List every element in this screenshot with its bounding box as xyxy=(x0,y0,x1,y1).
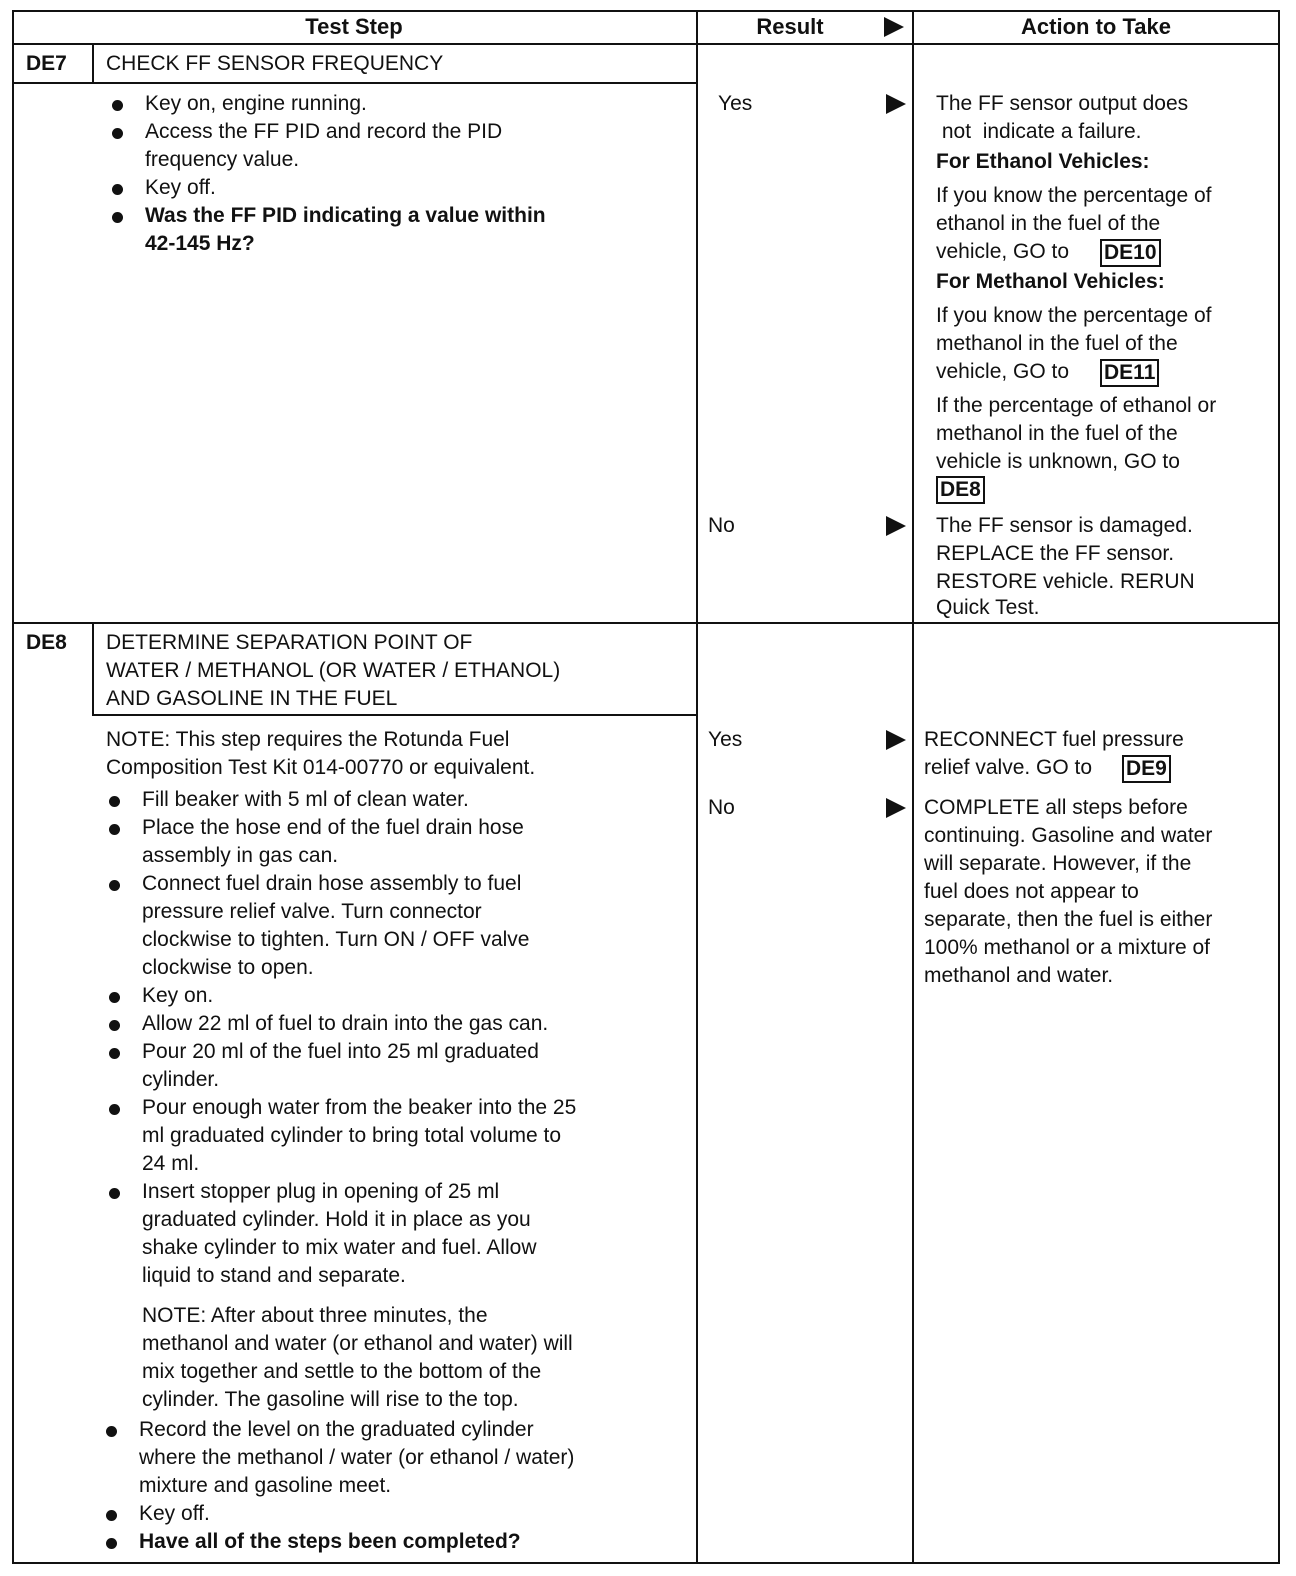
bullet-icon xyxy=(112,212,123,223)
de8-step-line: assembly in gas can. xyxy=(142,844,339,867)
de8-step-line: Allow 22 ml of fuel to drain into the gas can. xyxy=(142,1012,549,1035)
de8-no-line: 100% methanol or a mixture of xyxy=(924,936,1210,959)
diagnostic-table xyxy=(12,10,1280,1564)
de8-no-line: fuel does not appear to xyxy=(924,880,1139,903)
de7-ethanol-2: ethanol in the fuel of the xyxy=(936,212,1161,235)
header-divider xyxy=(12,43,1280,45)
de8-step-line: Insert stopper plug in opening of 25 ml xyxy=(142,1180,500,1203)
de8-step-line: graduated cylinder. Hold it in place as you xyxy=(142,1208,531,1231)
de8-no-line: methanol and water. xyxy=(924,964,1114,987)
de8-step-line: Key on. xyxy=(142,984,214,1007)
de9-reference-link[interactable]: DE9 xyxy=(1122,755,1171,783)
action-column-divider xyxy=(912,10,914,1564)
bullet-icon xyxy=(109,992,120,1003)
de8-yes-line1: RECONNECT fuel pressure xyxy=(924,728,1184,751)
de7-methanol-2: methanol in the fuel of the xyxy=(936,332,1178,355)
de8-steps-a xyxy=(142,786,576,1290)
bullet-icon xyxy=(109,1104,120,1115)
de8-title-divider xyxy=(92,714,698,716)
de7-ethanol-heading: For Ethanol Vehicles: xyxy=(936,150,1150,173)
de7-step-2-cont: frequency value. xyxy=(145,148,300,171)
de8-step-line: Pour enough water from the beaker into the 25 xyxy=(142,1096,577,1119)
de7-methanol-3: vehicle, GO to xyxy=(936,360,1070,383)
de8-no-line: continuing. Gasoline and water xyxy=(924,824,1213,847)
de8-step-line: shake cylinder to mix water and fuel. Allow xyxy=(142,1236,537,1259)
de7-methanol-1: If you know the percentage of xyxy=(936,304,1212,327)
de7-ethanol-1: If you know the percentage of xyxy=(936,184,1212,207)
de8-step-line: Pour 20 ml of the fuel into 25 ml graduated xyxy=(142,1040,539,1063)
de7-question: Was the FF PID indicating a value within xyxy=(145,204,546,227)
de8-step-line: Key off. xyxy=(139,1502,210,1525)
de7-ethanol-3: vehicle, GO to xyxy=(936,240,1070,263)
de8-step-line: cylinder. xyxy=(142,1068,220,1091)
de8-note2-line: methanol and water (or ethanol and water) will xyxy=(142,1332,573,1355)
header-result: Result xyxy=(756,14,824,39)
header-test-step: Test Step xyxy=(305,14,403,39)
de8-no-line: COMPLETE all steps before xyxy=(924,796,1188,819)
de7-result-yes: Yes xyxy=(718,92,753,115)
de8-note2-line: cylinder. The gasoline will rise to the top. xyxy=(142,1388,519,1411)
section-divider xyxy=(12,622,1280,624)
de7-unknown-1: If the percentage of ethanol or xyxy=(936,394,1217,417)
de8-note2-line: mix together and settle to the bottom of the xyxy=(142,1360,542,1383)
de8-step-line: ml graduated cylinder to bring total volume to xyxy=(142,1124,562,1147)
de8-step-line: Record the level on the graduated cylinder xyxy=(139,1418,534,1441)
de7-yes-line2: not indicate a failure. xyxy=(936,120,1142,143)
arrow-icon xyxy=(886,730,906,750)
de8-no-action xyxy=(924,794,1212,990)
de7-id: DE7 xyxy=(26,52,67,75)
de8-step-line: Place the hose end of the fuel drain hose xyxy=(142,816,524,839)
table-border-bottom xyxy=(12,1562,1280,1564)
bullet-icon xyxy=(109,824,120,835)
bullet-icon xyxy=(106,1510,117,1521)
bullet-icon xyxy=(109,1020,120,1031)
de7-no-2: REPLACE the FF sensor. xyxy=(936,542,1175,565)
table-border-left xyxy=(12,10,14,1564)
bullet-icon xyxy=(112,128,123,139)
de7-no-1: The FF sensor is damaged. xyxy=(936,514,1193,537)
de8-question: Have all of the steps been completed? xyxy=(139,1530,521,1553)
de7-question-cont: 42-145 Hz? xyxy=(145,232,255,255)
de7-step-2: Access the FF PID and record the PID xyxy=(145,120,503,143)
de8-note1-1: NOTE: This step requires the Rotunda Fuel xyxy=(106,728,510,751)
de7-methanol-heading: For Methanol Vehicles: xyxy=(936,270,1165,293)
de8-step-line: Fill beaker with 5 ml of clean water. xyxy=(142,788,469,811)
arrow-icon xyxy=(886,798,906,818)
de8-id: DE8 xyxy=(26,631,67,654)
de8-no-line: separate, then the fuel is either xyxy=(924,908,1213,931)
de8-result-no: No xyxy=(708,796,735,819)
de7-no-4: Quick Test. xyxy=(936,596,1040,619)
de11-reference-link[interactable]: DE11 xyxy=(1100,359,1159,387)
de7-id-divider xyxy=(92,43,94,83)
de8-yes-line2: relief valve. GO to xyxy=(924,756,1093,779)
de10-reference-link[interactable]: DE10 xyxy=(1100,239,1161,267)
bullet-icon xyxy=(106,1426,117,1437)
de7-step-3: Key off. xyxy=(145,176,216,199)
de8-note2 xyxy=(142,1302,573,1414)
de8-title-2: WATER / METHANOL (OR WATER / ETHANOL) xyxy=(106,659,561,682)
bullet-icon xyxy=(109,1048,120,1059)
de8-id-divider xyxy=(92,622,94,715)
bullet-icon xyxy=(112,184,123,195)
de8-note2-line: NOTE: After about three minutes, the xyxy=(142,1304,488,1327)
de7-step-1: Key on, engine running. xyxy=(145,92,367,115)
de8-step-line: where the methanol / water (or ethanol / water) xyxy=(139,1446,575,1469)
bullet-icon xyxy=(109,1188,120,1199)
de8-step-line: 24 ml. xyxy=(142,1152,200,1175)
table-border-right xyxy=(1278,10,1280,1564)
de8-result-yes: Yes xyxy=(708,728,743,751)
de7-unknown-2: methanol in the fuel of the xyxy=(936,422,1178,445)
bullet-icon xyxy=(109,880,120,891)
bullet-icon xyxy=(109,796,120,807)
de7-title: CHECK FF SENSOR FREQUENCY xyxy=(106,52,444,75)
de8-reference-link[interactable]: DE8 xyxy=(936,476,985,504)
bullet-icon xyxy=(112,100,123,111)
arrow-icon xyxy=(886,94,906,114)
de7-yes-line1: The FF sensor output does xyxy=(936,92,1189,115)
de8-steps-b xyxy=(139,1416,574,1556)
result-column-divider xyxy=(696,10,698,1564)
de8-step-line: clockwise to tighten. Turn ON / OFF valve xyxy=(142,928,530,951)
header-arrow-icon xyxy=(884,17,904,37)
de8-step-line: mixture and gasoline meet. xyxy=(139,1474,392,1497)
de7-result-no: No xyxy=(708,514,735,537)
de8-title-3: AND GASOLINE IN THE FUEL xyxy=(106,687,398,710)
bullet-icon xyxy=(106,1538,117,1549)
de8-step-line: clockwise to open. xyxy=(142,956,314,979)
de8-step-line: Connect fuel drain hose assembly to fuel xyxy=(142,872,522,895)
arrow-icon xyxy=(886,516,906,536)
de8-step-line: liquid to stand and separate. xyxy=(142,1264,406,1287)
header-action: Action to Take xyxy=(1021,14,1171,39)
de8-title-1: DETERMINE SEPARATION POINT OF xyxy=(106,631,473,654)
de7-title-divider xyxy=(12,82,698,84)
de8-no-line: will separate. However, if the xyxy=(924,852,1192,875)
de8-note1-2: Composition Test Kit 014-00770 or equivalent. xyxy=(106,756,536,779)
de7-unknown-3: vehicle is unknown, GO to xyxy=(936,450,1180,473)
de8-step-line: pressure relief valve. Turn connector xyxy=(142,900,482,923)
de7-no-3: RESTORE vehicle. RERUN xyxy=(936,570,1195,593)
